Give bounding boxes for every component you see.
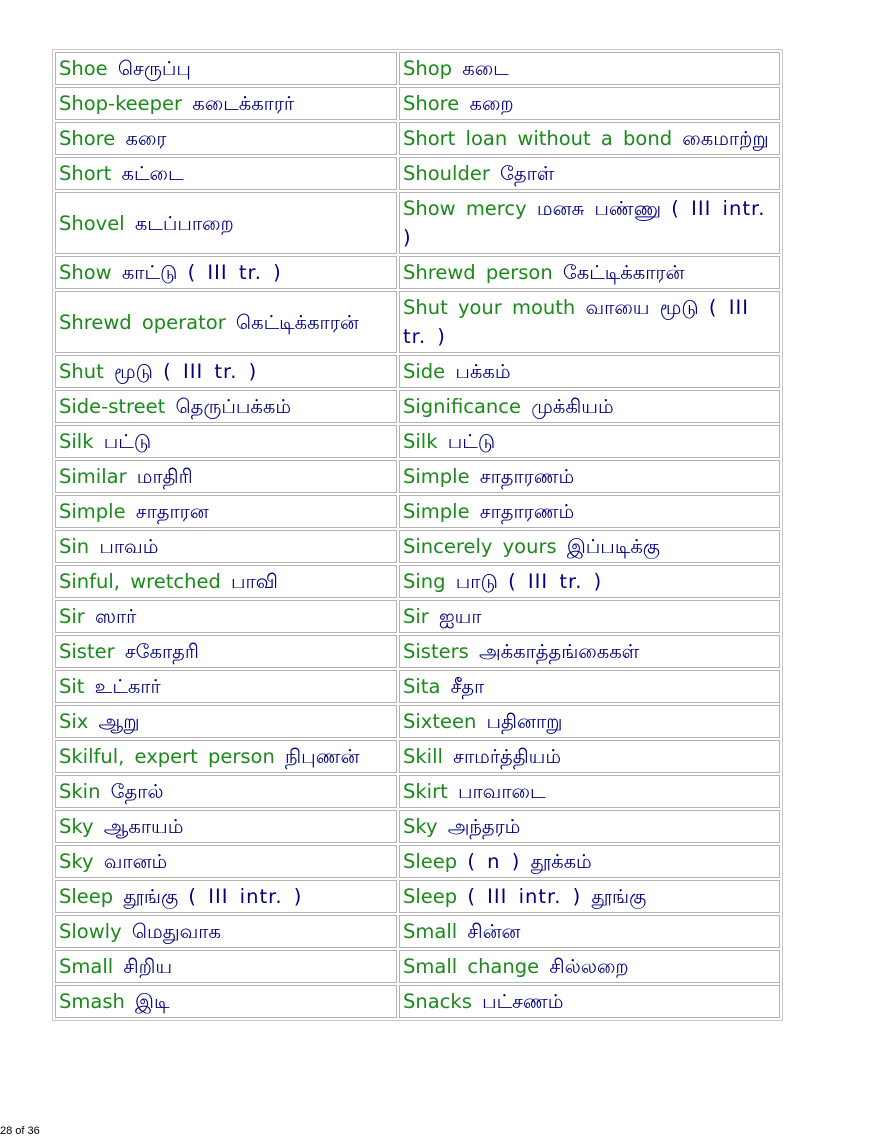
entry-cell-right — [399, 985, 780, 1018]
english-word: Small — [59, 955, 114, 978]
grammar-note: ( III intr. ) — [188, 885, 303, 908]
entry-cell-left — [55, 705, 397, 738]
english-word: Shoulder — [403, 162, 490, 185]
table-row — [55, 845, 780, 878]
entry-cell-right — [399, 157, 780, 190]
english-word: Smash — [59, 990, 125, 1013]
table-row — [55, 256, 780, 289]
english-word: Shut your mouth — [403, 296, 576, 319]
table-row — [55, 87, 780, 120]
table-row — [55, 775, 780, 808]
table-row — [55, 355, 780, 388]
table-row — [55, 740, 780, 773]
entry-cell-right — [399, 122, 780, 155]
tamil-word: நிபுணன் — [285, 745, 360, 768]
english-word: Sing — [403, 570, 446, 593]
tamil-word: முக்கியம் — [531, 395, 614, 418]
tamil-word: அக்காத்தங்கைகள் — [478, 640, 640, 663]
grammar-note: ( n ) — [467, 850, 521, 873]
tamil-word: ஆறு — [98, 710, 140, 733]
entry-cell-right — [399, 705, 780, 738]
english-word: Skin — [59, 780, 101, 803]
entry-cell-left — [55, 985, 397, 1018]
tamil-word: பக்கம் — [455, 360, 511, 383]
english-word: Shop — [403, 57, 453, 80]
entry-cell-left — [55, 950, 397, 983]
english-word: Sister — [59, 640, 115, 663]
table-row — [55, 950, 780, 983]
entry-cell-left — [55, 495, 397, 528]
table-row — [55, 291, 780, 353]
english-word: Shut — [59, 360, 104, 383]
entry-cell-right — [399, 355, 780, 388]
english-word: Sir — [403, 605, 429, 628]
grammar-note: ( III tr. ) — [403, 296, 749, 348]
english-word: Six — [59, 710, 89, 733]
tamil-word: சாதாரணம் — [479, 465, 575, 488]
english-word: Show mercy — [403, 197, 527, 220]
english-word: Slowly — [59, 920, 122, 943]
dictionary-body — [55, 52, 780, 1018]
tamil-word: கட்டை — [121, 162, 184, 185]
tamil-word: பட்டு — [447, 430, 496, 453]
english-word: Small — [403, 920, 458, 943]
tamil-word: தூங்கு — [591, 885, 647, 908]
english-word: Sleep — [403, 885, 458, 908]
tamil-word: கடைக்காரர் — [192, 92, 295, 115]
english-word: Skill — [403, 745, 443, 768]
tamil-word: ஐயா — [439, 605, 482, 628]
table-row — [55, 192, 780, 254]
table-row — [55, 52, 780, 85]
entry-cell-left — [55, 122, 397, 155]
tamil-word: பாவம் — [99, 535, 159, 558]
entry-cell-right — [399, 52, 780, 85]
tamil-word: சிறிய — [123, 955, 173, 978]
english-word: Sinful, wretched — [59, 570, 221, 593]
tamil-word: கடப்பாறை — [134, 211, 234, 235]
entry-cell-left — [55, 880, 397, 913]
table-row — [55, 670, 780, 703]
table-row — [55, 495, 780, 528]
entry-cell-left — [55, 425, 397, 458]
table-row — [55, 530, 780, 563]
entry-cell-right — [399, 495, 780, 528]
table-row — [55, 157, 780, 190]
tamil-word: சாதாரன — [135, 500, 209, 523]
entry-cell-left — [55, 845, 397, 878]
tamil-word: கைமாற்று — [682, 127, 769, 150]
table-row — [55, 460, 780, 493]
tamil-word: செருப்பு — [117, 57, 191, 80]
entry-cell-left — [55, 87, 397, 120]
english-word: Sky — [59, 815, 94, 838]
english-word: Sin — [59, 535, 90, 558]
english-word: Significance — [403, 395, 521, 418]
tamil-word: ஆகாயம் — [103, 815, 184, 838]
grammar-note: ( III intr. ) — [403, 197, 766, 249]
tamil-word: உட்கார் — [94, 675, 161, 698]
grammar-note: ( III tr. ) — [163, 360, 258, 383]
grammar-note: ( III intr. ) — [467, 885, 582, 908]
entry-cell-right — [399, 460, 780, 493]
english-word: Small change — [403, 955, 540, 978]
english-word: Side-street — [59, 395, 166, 418]
entry-cell-left — [55, 810, 397, 843]
entry-cell-right — [399, 810, 780, 843]
tamil-word: பாவி — [231, 570, 278, 593]
dictionary-table — [52, 49, 783, 1021]
english-word: Skilful, expert person — [59, 745, 275, 768]
english-word: Short — [59, 162, 112, 185]
table-row — [55, 915, 780, 948]
entry-cell-left — [55, 775, 397, 808]
tamil-word: மனசு பண்ணு — [536, 197, 662, 220]
english-word: Sisters — [403, 640, 469, 663]
tamil-word: தோள் — [500, 162, 555, 185]
english-word: Sita — [403, 675, 441, 698]
entry-cell-left — [55, 740, 397, 773]
english-word: Shop-keeper — [59, 92, 183, 115]
tamil-word: தோல் — [110, 780, 164, 803]
entry-cell-left — [55, 530, 397, 563]
english-word: Sleep — [59, 885, 114, 908]
table-row — [55, 122, 780, 155]
table-row — [55, 565, 780, 598]
tamil-word: சகோதரி — [124, 640, 199, 663]
english-word: Shore — [59, 127, 116, 150]
tamil-word: சாமர்த்தியம் — [453, 745, 562, 768]
tamil-word: சீதா — [450, 675, 485, 698]
english-word: Simple — [59, 500, 126, 523]
table-row — [55, 810, 780, 843]
tamil-word: மெதுவாக — [131, 920, 221, 943]
entry-cell-right — [399, 256, 780, 289]
english-word: Snacks — [403, 990, 472, 1013]
entry-cell-right — [399, 565, 780, 598]
tamil-word: கெட்டிக்காரன் — [235, 310, 359, 334]
tamil-word: ஸார் — [95, 605, 137, 628]
entry-cell-right — [399, 390, 780, 423]
tamil-word: மாதிரி — [136, 465, 193, 488]
tamil-word: சின்ன — [467, 920, 521, 943]
entry-cell-right — [399, 87, 780, 120]
english-word: Show — [59, 261, 112, 284]
entry-cell-left — [55, 390, 397, 423]
tamil-word: கரை — [125, 127, 167, 150]
english-word: Silk — [403, 430, 438, 453]
entry-cell-right — [399, 915, 780, 948]
entry-cell-left — [55, 635, 397, 668]
tamil-word: பாடு — [455, 570, 498, 593]
tamil-word: தூக்கம் — [530, 850, 592, 873]
table-row — [55, 985, 780, 1018]
entry-cell-left — [55, 565, 397, 598]
page-number: 28 of 36 — [0, 1125, 40, 1137]
english-word: Skirt — [403, 780, 448, 803]
english-word: Sky — [59, 850, 94, 873]
entry-cell-left — [55, 52, 397, 85]
tamil-word: சாதாரணம் — [479, 500, 575, 523]
entry-cell-left — [55, 670, 397, 703]
grammar-note: ( III tr. ) — [187, 261, 282, 284]
entry-cell-right — [399, 291, 780, 353]
english-word: Side — [403, 360, 446, 383]
tamil-word: கறை — [469, 92, 514, 115]
table-row — [55, 880, 780, 913]
table-row — [55, 390, 780, 423]
tamil-word: காட்டு — [121, 261, 178, 284]
tamil-word: மூடு — [113, 360, 153, 383]
tamil-word: பதினாறு — [486, 710, 563, 733]
english-word: Similar — [59, 465, 127, 488]
english-word: Shovel — [59, 211, 125, 235]
tamil-word: வாயை மூடு — [585, 296, 699, 319]
english-word: Silk — [59, 430, 94, 453]
tamil-word: பட்சணம் — [482, 990, 564, 1013]
tamil-word: இப்படிக்கு — [566, 535, 661, 558]
english-word: Sir — [59, 605, 85, 628]
table-row — [55, 600, 780, 633]
tamil-word: அந்தரம் — [447, 815, 521, 838]
english-word: Shoe — [59, 57, 108, 80]
english-word: Sincerely yours — [403, 535, 557, 558]
entry-cell-right — [399, 670, 780, 703]
entry-cell-right — [399, 775, 780, 808]
tamil-word: சில்லறை — [549, 955, 629, 978]
table-row — [55, 635, 780, 668]
english-word: Short loan without a bond — [403, 127, 673, 150]
entry-cell-right — [399, 425, 780, 458]
english-word: Simple — [403, 500, 470, 523]
entry-cell-left — [55, 256, 397, 289]
tamil-word: வானம் — [103, 850, 168, 873]
english-word: Sixteen — [403, 710, 477, 733]
entry-cell-left — [55, 460, 397, 493]
english-word: Shrewd operator — [59, 310, 226, 334]
entry-cell-right — [399, 950, 780, 983]
english-word: Shore — [403, 92, 460, 115]
grammar-note: ( III tr. ) — [508, 570, 603, 593]
english-word: Sit — [59, 675, 85, 698]
tamil-word: பட்டு — [103, 430, 152, 453]
english-word: Shrewd person — [403, 261, 553, 284]
entry-cell-right — [399, 530, 780, 563]
tamil-word: கேட்டிக்காரன் — [562, 261, 685, 284]
entry-cell-right — [399, 740, 780, 773]
entry-cell-left — [55, 915, 397, 948]
entry-cell-right — [399, 880, 780, 913]
entry-cell-right — [399, 192, 780, 254]
tamil-word: தெருப்பக்கம் — [175, 395, 292, 418]
tamil-word: தூங்கு — [123, 885, 179, 908]
table-row — [55, 425, 780, 458]
entry-cell-left — [55, 355, 397, 388]
entry-cell-left — [55, 291, 397, 353]
entry-cell-right — [399, 845, 780, 878]
entry-cell-right — [399, 600, 780, 633]
tamil-word: கடை — [462, 57, 509, 80]
english-word: Sleep — [403, 850, 458, 873]
entry-cell-left — [55, 192, 397, 254]
entry-cell-left — [55, 600, 397, 633]
entry-cell-right — [399, 635, 780, 668]
entry-cell-left — [55, 157, 397, 190]
tamil-word: இடி — [135, 990, 170, 1013]
english-word: Simple — [403, 465, 470, 488]
tamil-word: பாவாடை — [457, 780, 546, 803]
english-word: Sky — [403, 815, 438, 838]
table-row — [55, 705, 780, 738]
